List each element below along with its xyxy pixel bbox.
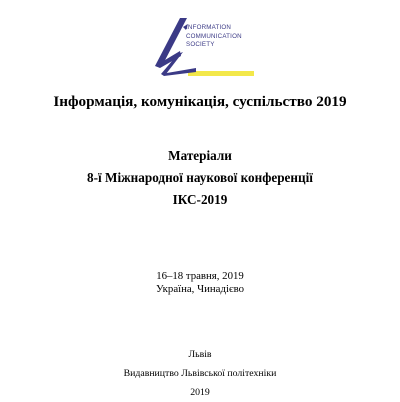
conference-name: 8-ї Міжнародної наукової конференції xyxy=(87,170,313,185)
conference-materials-heading xyxy=(0,145,400,211)
ics-logo xyxy=(150,10,260,80)
publisher-info xyxy=(0,345,400,402)
publication-year: 2019 xyxy=(190,387,210,398)
materials-label: Матеріали xyxy=(168,148,232,163)
conference-code: ІКС-2019 xyxy=(172,192,228,207)
logo-line-society: SOCIETY xyxy=(186,41,215,49)
event-location: Україна, Чинадієво xyxy=(155,283,244,295)
event-info xyxy=(0,270,400,296)
publication-title: Інформація, комунікація, суспільство 2019 xyxy=(53,93,347,110)
publisher-city: Львів xyxy=(188,349,212,360)
event-dates: 16–18 травня, 2019 xyxy=(156,270,244,282)
logo-wordmark xyxy=(186,24,242,50)
logo-line-information: INFORMATION xyxy=(186,24,232,31)
publisher-name: Видавництво Львівської політехніки xyxy=(123,368,277,379)
logo-line-communication: COMMUNICATION xyxy=(186,32,242,40)
